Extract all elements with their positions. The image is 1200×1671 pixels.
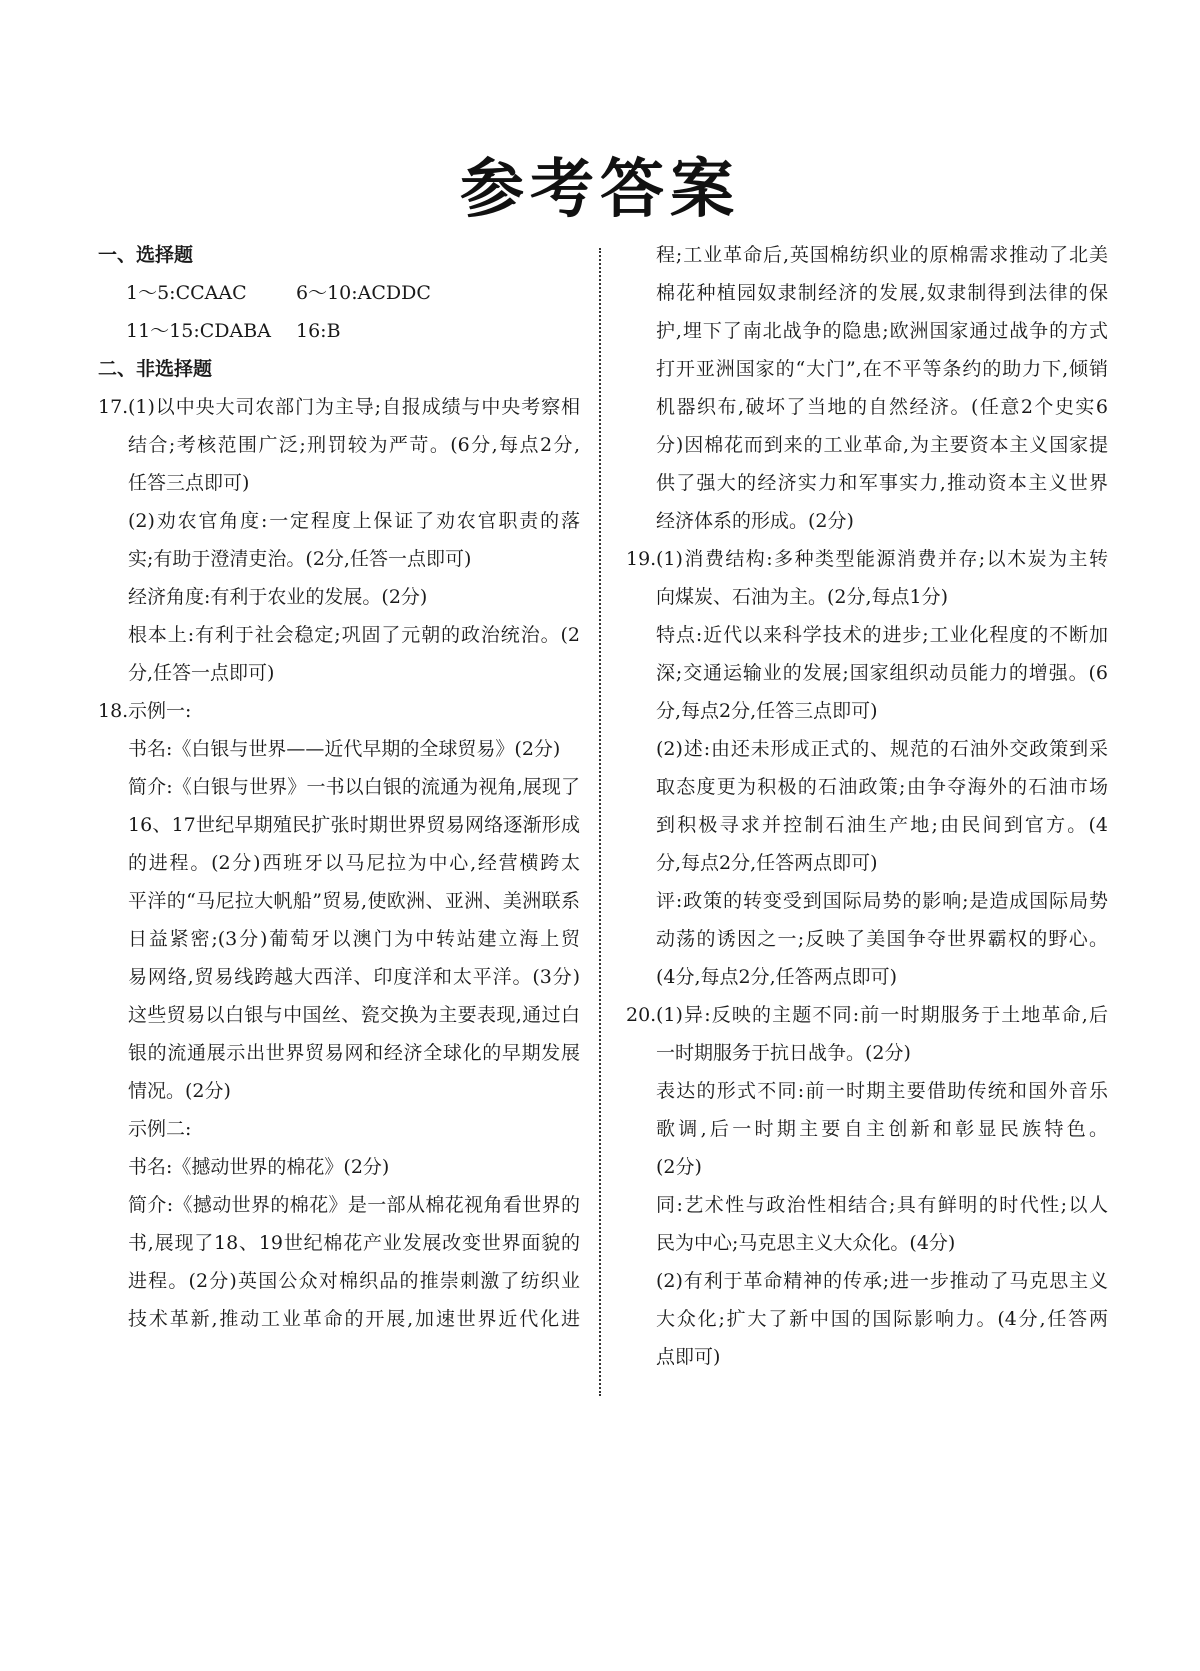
answer-line: 分,每点2分,任答两点即可) [656, 852, 878, 874]
answer-line: 取态度更为积极的石油政策;由争夺海外的石油市场 [656, 776, 1108, 798]
answer-line: 深;交通运输业的发展;国家组织动员能力的增强。(6 [656, 662, 1108, 684]
answer-line: 分)因棉花而到来的工业革命,为主要资本主义国家提 [656, 434, 1108, 456]
mc-answers-row-1 [98, 274, 580, 312]
answer-line: 银的流通展示出世界贸易网和经济全球化的早期发展 [128, 1042, 580, 1064]
answer-line: 评:政策的转变受到国际局势的影响;是造成国际局势 [656, 890, 1108, 912]
question-18 [98, 692, 580, 1338]
question-number: 20. [626, 1004, 657, 1026]
answer-line: (2)述:由还未形成正式的、规范的石油外交政策到采 [656, 738, 1108, 760]
question-number: 19. [626, 548, 657, 570]
question-number: 17. [98, 396, 129, 418]
answer-line: (1)异:反映的主题不同:前一时期服务于土地革命,后 [656, 1004, 1108, 1026]
mc-answers-row-2 [98, 312, 580, 350]
answer-line: (1)以中央大司农部门为主导;自报成绩与中央考察相 [128, 396, 580, 418]
column-divider [599, 248, 601, 1396]
answer-line: 歌调,后一时期主要自主创新和彰显民族特色。 [656, 1118, 1108, 1140]
answer-line: 打开亚洲国家的“大门”,在不平等条约的助力下,倾销 [656, 358, 1108, 380]
answer-line: 书名:《撼动世界的棉花》(2分) [128, 1156, 390, 1178]
answer-line: 点即可) [656, 1346, 721, 1368]
answer-line: 情况。(2分) [128, 1080, 231, 1102]
question-17 [98, 388, 580, 692]
answer-line: 同:艺术性与政治性相结合;具有鲜明的时代性;以人 [656, 1194, 1108, 1216]
answer-line: (4分,每点2分,任答两点即可) [656, 966, 898, 988]
answer-line: 到积极寻求并控制石油生产地;由民间到官方。(4 [656, 814, 1108, 836]
answer-line: 根本上:有利于社会稳定;巩固了元朝的政治统治。(2 [128, 624, 580, 646]
example-label: 示例一: [128, 700, 192, 722]
answer-line: 的进程。(2分)西班牙以马尼拉为中心,经营横跨太 [128, 852, 580, 874]
answer-line: 技术革新,推动工业革命的开展,加速世界近代化进 [128, 1308, 580, 1330]
answer-line: 平洋的“马尼拉大帆船”贸易,使欧洲、亚洲、美洲联系 [128, 890, 580, 912]
section-heading-non-choice: 二、非选择题 [98, 358, 213, 380]
example-label: 示例二: [128, 1118, 192, 1140]
answer-line: 棉花种植园奴隶制经济的发展,奴隶制得到法律的保 [656, 282, 1108, 304]
question-number: 18. [98, 700, 129, 722]
question-18-continued [626, 236, 1108, 540]
left-column [98, 236, 580, 1338]
answer-line: 动荡的诱因之一;反映了美国争夺世界霸权的野心。 [656, 928, 1108, 950]
answer-line: (2)有利于革命精神的传承;进一步推动了马克思主义 [656, 1270, 1108, 1292]
answer-line: 表达的形式不同:前一时期主要借助传统和国外音乐 [656, 1080, 1108, 1102]
mc-answer-group: 6～10:ACDDC [296, 282, 431, 304]
answer-line: 简介:《白银与世界》一书以白银的流通为视角,展现了 [128, 776, 580, 798]
mc-answer-group: 11～15:CDABA [126, 320, 271, 342]
answer-line: (2)劝农官角度:一定程度上保证了劝农官职责的落 [128, 510, 580, 532]
answer-line: 程;工业革命后,英国棉纺织业的原棉需求推动了北美 [656, 244, 1108, 266]
question-19 [626, 540, 1108, 996]
answer-line: 进程。(2分)英国公众对棉织品的推崇刺激了纺织业 [128, 1270, 580, 1292]
mc-answer-group: 1～5:CCAAC [126, 282, 247, 304]
answer-line: (2分) [656, 1156, 702, 1178]
answer-line: 向煤炭、石油为主。(2分,每点1分) [656, 586, 949, 608]
answer-line: 供了强大的经济实力和军事实力,推动资本主义世界 [656, 472, 1108, 494]
answer-line: 书,展现了18、19世纪棉花产业发展改变世界面貌的 [128, 1232, 580, 1254]
answer-line: 经济角度:有利于农业的发展。(2分) [128, 586, 428, 608]
answer-line: 经济体系的形成。(2分) [656, 510, 854, 532]
answer-line: 书名:《白银与世界——近代早期的全球贸易》(2分) [128, 738, 561, 760]
answer-line: 结合;考核范围广泛;刑罚较为严苛。(6分,每点2分, [128, 434, 580, 456]
answer-line: 简介:《撼动世界的棉花》是一部从棉花视角看世界的 [128, 1194, 580, 1216]
answer-line: 机器织布,破坏了当地的自然经济。(任意2个史实6 [656, 396, 1108, 418]
section-heading-multiple-choice: 一、选择题 [98, 244, 194, 266]
answer-line: 护,埋下了南北战争的隐患;欧洲国家通过战争的方式 [656, 320, 1108, 342]
answer-line: 特点:近代以来科学技术的进步;工业化程度的不断加 [656, 624, 1108, 646]
right-column [626, 236, 1108, 1376]
answer-line: 分,每点2分,任答三点即可) [656, 700, 878, 722]
answer-line: 这些贸易以白银与中国丝、瓷交换为主要表现,通过白 [128, 1004, 580, 1026]
answer-line: 民为中心;马克思主义大众化。(4分) [656, 1232, 956, 1254]
answer-line: 日益紧密;(3分)葡萄牙以澳门为中转站建立海上贸 [128, 928, 580, 950]
answer-line: 16、17世纪早期殖民扩张时期世界贸易网络逐渐形成 [128, 814, 580, 836]
page-title: 参考答案 [460, 153, 740, 227]
answer-line: 大众化;扩大了新中国的国际影响力。(4分,任答两 [656, 1308, 1108, 1330]
answer-line: (1)消费结构:多种类型能源消费并存;以木炭为主转 [656, 548, 1108, 570]
answer-line: 实;有助于澄清吏治。(2分,任答一点即可) [128, 548, 472, 570]
answer-line: 易网络,贸易线跨越大西洋、印度洋和太平洋。(3分) [128, 966, 580, 988]
answer-line: 一时期服务于抗日战争。(2分) [656, 1042, 911, 1064]
answer-line: 任答三点即可) [128, 472, 250, 494]
answer-line: 分,任答一点即可) [128, 662, 275, 684]
question-20 [626, 996, 1108, 1376]
mc-answer-group: 16:B [296, 320, 341, 342]
